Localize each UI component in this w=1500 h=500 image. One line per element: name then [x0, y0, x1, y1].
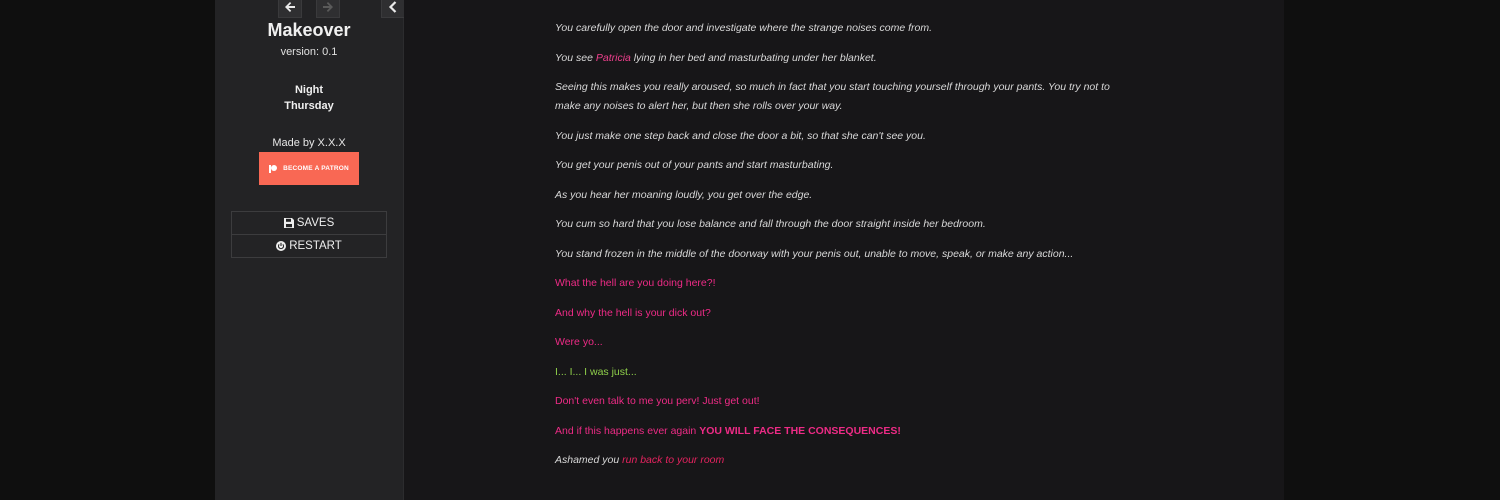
- narration-line: You stand frozen in the middle of the doorway with your penis out, unable to move, speak, or make any action...: [555, 247, 1074, 260]
- dialogue-shout: YOU WILL FACE THE CONSEQUENCES!: [699, 424, 901, 437]
- history-back-button[interactable]: [278, 0, 302, 18]
- npc-dialogue-line: What the hell are you doing here?!: [555, 277, 716, 289]
- story-title: Makeover: [267, 20, 351, 40]
- player-dialogue-line: I... I... I was just...: [555, 365, 637, 378]
- npc-dialogue-line: And why the hell is your dick out?: [555, 306, 711, 319]
- narration-line: You cum so hard that you lose balance and fall through the door straight inside her bedroom.: [555, 218, 986, 230]
- narration-text: lying in her bed and masturbating under her blanket.: [630, 51, 877, 64]
- patreon-logo-icon: [269, 165, 277, 173]
- saves-button[interactable]: [232, 212, 386, 234]
- sidebar-toggle-button[interactable]: [381, 0, 405, 18]
- npc-name-patricia: Patricia: [595, 51, 631, 64]
- npc-dialogue-line: [555, 422, 1135, 441]
- chevron-left-icon: [388, 1, 398, 13]
- power-icon: [276, 241, 286, 251]
- weekday: Thursday: [284, 100, 334, 112]
- become-a-patron-button[interactable]: [259, 152, 359, 185]
- saves-label: SAVES: [296, 217, 335, 229]
- npc-dialogue-line: Don't even talk to me you perv! Just get out!: [555, 395, 760, 407]
- restart-label: RESTART: [289, 240, 342, 252]
- author-credit: Made by X.X.X: [272, 137, 346, 149]
- story-main: [404, 0, 1284, 500]
- time-of-day: Night: [294, 84, 324, 96]
- narration-text: You see: [555, 51, 596, 64]
- narration-line: [555, 451, 1135, 470]
- restart-button[interactable]: [232, 234, 386, 257]
- arrow-left-icon: [284, 1, 296, 13]
- narration-line: [555, 49, 1135, 68]
- dialogue-text: And if this happens ever again: [555, 424, 700, 437]
- narration-line: You carefully open the door and investigate where the strange noises come from.: [555, 22, 933, 34]
- patron-button-label: BECOME A PATRON: [283, 165, 349, 172]
- run-back-to-room-link[interactable]: run back to your room: [622, 454, 725, 466]
- narration-line: Seeing this makes you really aroused, so much in fact that you start touching yourself through your pants. You try not to make any noises to alert her, but then she rolls over your way.: [555, 81, 1110, 112]
- story-passage: [555, 19, 1135, 481]
- history-forward-button[interactable]: [316, 0, 340, 18]
- floppy-disk-icon: [284, 218, 294, 228]
- sidebar-menu: [231, 211, 387, 258]
- narration-text: Ashamed you: [555, 454, 623, 466]
- narration-line: You get your penis out of your pants and start masturbating.: [555, 159, 834, 171]
- narration-line: You just make one step back and close the door a bit, so that she can't see you.: [555, 129, 926, 142]
- story-version: version: 0.1: [280, 46, 338, 58]
- narration-line: As you hear her moaning loudly, you get over the edge.: [555, 188, 813, 201]
- sidebar: [215, 0, 404, 500]
- arrow-right-icon: [322, 1, 334, 13]
- npc-dialogue-line: Were yo...: [555, 336, 603, 348]
